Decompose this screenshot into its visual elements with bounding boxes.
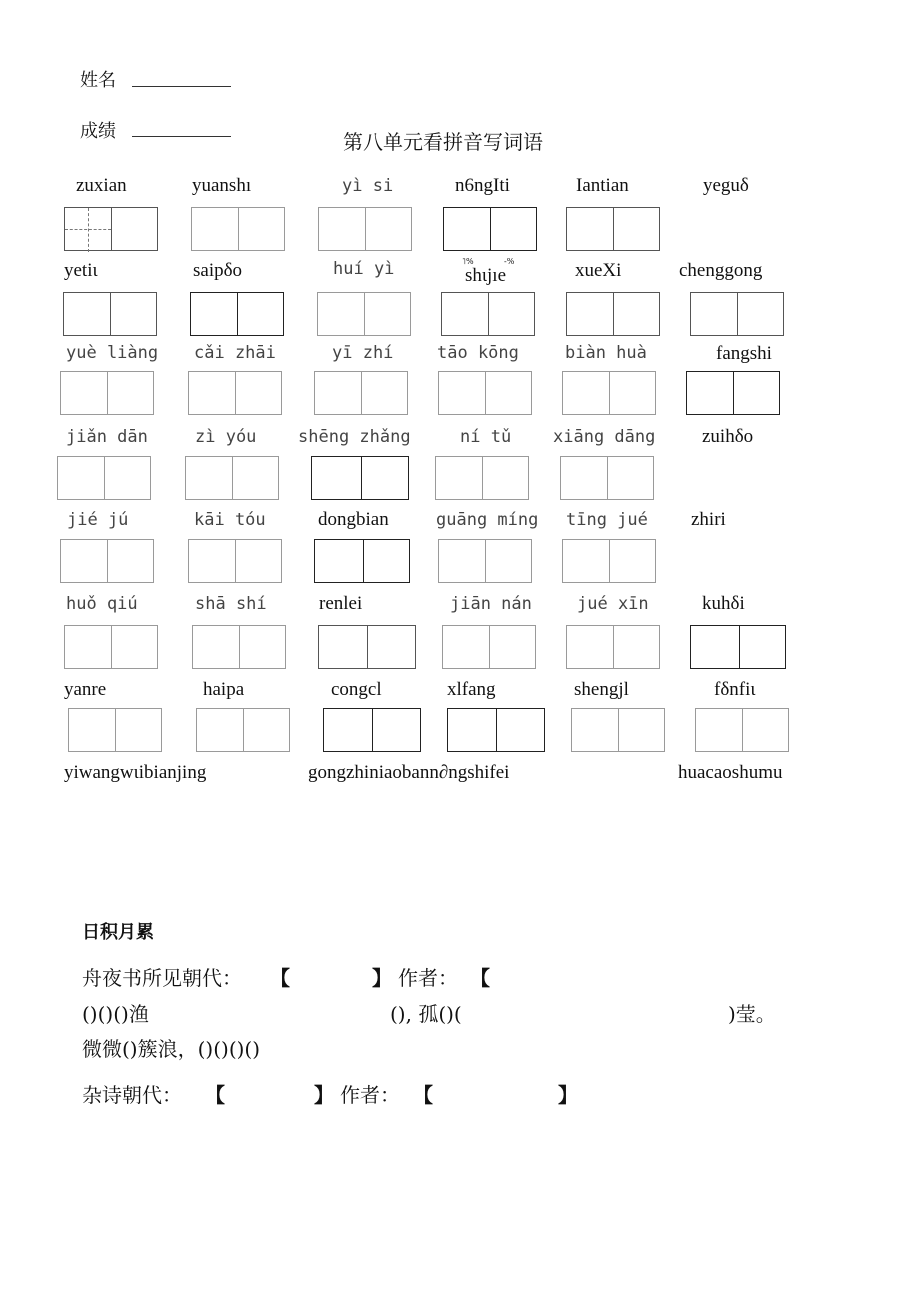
writing-box[interactable] xyxy=(314,539,410,583)
name-blank[interactable] xyxy=(132,86,231,87)
writing-box[interactable] xyxy=(447,708,545,752)
box-divider xyxy=(618,709,619,751)
pinyin-label: n6ngIti xyxy=(455,175,510,196)
pinyin-label: yiwangwιibianjing xyxy=(64,762,207,783)
tone-mark: -% xyxy=(504,257,515,266)
bracket-close: 】 xyxy=(558,1083,578,1107)
writing-box[interactable] xyxy=(435,456,529,500)
writing-box[interactable] xyxy=(690,625,786,669)
pinyin-label: huacaoshumu xyxy=(678,762,783,783)
page-title: 第八单元看拼音写词语 xyxy=(343,130,543,154)
box-divider xyxy=(235,540,236,582)
box-divider xyxy=(613,626,614,668)
pinyin-label: yuè liàng xyxy=(66,343,159,363)
pinyin-label: saipδo xyxy=(193,260,243,281)
pinyin-label: biàn huà xyxy=(565,343,647,363)
pinyin-label: yeguδ xyxy=(703,175,749,196)
box-divider xyxy=(361,457,362,499)
box-divider xyxy=(110,293,111,335)
box-divider xyxy=(613,208,614,250)
pinyin-label: congcl xyxy=(331,679,382,700)
box-divider xyxy=(107,540,108,582)
pinyin-label: huí yì xyxy=(333,259,395,279)
writing-box[interactable] xyxy=(318,625,416,669)
box-divider xyxy=(372,709,373,751)
pinyin-label: xiāng dāng xyxy=(553,427,656,447)
writing-box[interactable] xyxy=(185,456,279,500)
pinyin-label: yì si xyxy=(342,176,394,196)
writing-box[interactable] xyxy=(562,371,656,415)
writing-box[interactable] xyxy=(196,708,290,752)
pinyin-label: dongbian xyxy=(318,509,389,530)
pinyin-label: haipa xyxy=(203,679,245,700)
box-divider xyxy=(609,372,610,414)
pinyin-label: yī zhí xyxy=(332,343,394,363)
writing-box[interactable] xyxy=(60,539,154,583)
box-divider xyxy=(104,457,105,499)
writing-box[interactable] xyxy=(63,292,157,336)
section-heading: 日积月累 xyxy=(82,922,154,943)
box-divider xyxy=(364,293,365,335)
writing-box[interactable] xyxy=(188,539,282,583)
pinyin-label: chenggong xyxy=(679,260,763,281)
pinyin-label: shēng zhǎng xyxy=(298,427,411,447)
score-label: 成绩 xyxy=(80,121,116,142)
pinyin-label: jiān nán xyxy=(450,594,532,614)
writing-box[interactable] xyxy=(566,207,660,251)
poem1-line2-c: )莹。 xyxy=(728,1002,776,1026)
pinyin-label: ní tǔ xyxy=(460,427,512,447)
pinyin-label: zì yóu xyxy=(195,427,257,447)
writing-box[interactable] xyxy=(192,625,286,669)
score-blank[interactable] xyxy=(132,136,231,137)
bracket-open: 【 xyxy=(413,1083,433,1107)
pinyin-label: kuhδi xyxy=(702,593,745,614)
box-divider xyxy=(609,540,610,582)
box-divider xyxy=(739,626,740,668)
writing-box[interactable] xyxy=(443,207,537,251)
pinyin-label: tāo kōng xyxy=(437,343,519,363)
box-divider xyxy=(490,208,491,250)
pinyin-label: shιjıe xyxy=(465,265,506,286)
pinyin-label: gongzhiniaobann∂ngshifei xyxy=(308,762,510,783)
box-divider xyxy=(496,709,497,751)
box-divider xyxy=(115,709,116,751)
writing-box[interactable] xyxy=(571,708,665,752)
pinyin-label: zuxian xyxy=(76,175,127,196)
box-divider xyxy=(737,293,738,335)
pinyin-label: xueXi xyxy=(575,260,622,281)
pinyin-label: guāng míng xyxy=(436,510,539,530)
poem1-author-label: 作者： xyxy=(398,966,458,990)
writing-box[interactable] xyxy=(190,292,284,336)
writing-box[interactable] xyxy=(317,292,411,336)
bracket-open: 【 xyxy=(270,966,290,990)
box-divider xyxy=(235,372,236,414)
pinyin-label: yanre xyxy=(64,679,107,700)
pinyin-label: fδnfiι xyxy=(714,679,756,700)
box-divider xyxy=(238,208,239,250)
box-divider xyxy=(485,540,486,582)
bracket-close: 】 xyxy=(372,966,392,990)
box-divider xyxy=(111,208,112,250)
writing-box[interactable] xyxy=(68,708,162,752)
writing-box[interactable] xyxy=(438,371,532,415)
writing-box[interactable] xyxy=(686,371,780,415)
pinyin-label: fangshi xyxy=(716,343,772,364)
box-divider xyxy=(742,709,743,751)
poem1-line3: 微微()簇浪，()()()() xyxy=(82,1037,261,1061)
pinyin-label: yuanshı xyxy=(192,175,252,196)
box-divider xyxy=(237,293,238,335)
poem1-line2-a: ()()()渔 xyxy=(82,1002,149,1026)
pinyin-label: zhiri xyxy=(691,509,726,530)
guide-line xyxy=(88,208,89,252)
box-divider xyxy=(482,457,483,499)
pinyin-label: yetiι xyxy=(64,260,98,281)
pinyin-label: shā shí xyxy=(195,594,267,614)
writing-box[interactable] xyxy=(441,292,535,336)
writing-box[interactable] xyxy=(566,292,660,336)
pinyin-label: zuihδo xyxy=(702,426,754,447)
writing-box[interactable] xyxy=(64,207,158,251)
writing-box[interactable] xyxy=(560,456,654,500)
writing-box[interactable] xyxy=(60,371,154,415)
box-divider xyxy=(367,626,368,668)
writing-box[interactable] xyxy=(64,625,158,669)
writing-box[interactable] xyxy=(188,371,282,415)
pinyin-label: cǎi zhāi xyxy=(194,343,276,363)
writing-box[interactable] xyxy=(566,625,660,669)
box-divider xyxy=(111,626,112,668)
poem1-dynasty-label: 舟夜书所见朝代： xyxy=(82,966,242,990)
pinyin-label: xlfang xyxy=(447,679,496,700)
box-divider xyxy=(485,372,486,414)
writing-box[interactable] xyxy=(318,207,412,251)
pinyin-label: shengjl xyxy=(574,679,629,700)
pinyin-label: kāi tóu xyxy=(194,510,266,530)
poem2-author-label: 作者： xyxy=(340,1083,400,1107)
pinyin-label: jiǎn dān xyxy=(66,427,148,447)
writing-box[interactable] xyxy=(314,371,408,415)
poem1-line2-b: (), 孤()( xyxy=(390,1002,462,1026)
box-divider xyxy=(239,626,240,668)
pinyin-label: renlei xyxy=(319,593,363,614)
writing-box[interactable] xyxy=(323,708,421,752)
pinyin-label: jié jú xyxy=(67,510,129,530)
box-divider xyxy=(361,372,362,414)
writing-box[interactable] xyxy=(690,292,784,336)
writing-box[interactable] xyxy=(695,708,789,752)
box-divider xyxy=(107,372,108,414)
writing-box[interactable] xyxy=(191,207,285,251)
box-divider xyxy=(489,626,490,668)
box-divider xyxy=(232,457,233,499)
pinyin-label: Iantian xyxy=(576,175,629,196)
bracket-close: 】 xyxy=(314,1083,334,1107)
box-divider xyxy=(363,540,364,582)
writing-box[interactable] xyxy=(442,625,536,669)
writing-box[interactable] xyxy=(438,539,532,583)
pinyin-label: tīng jué xyxy=(566,510,648,530)
bracket-open: 【 xyxy=(470,966,490,990)
tone-mark: ˥% xyxy=(462,257,474,266)
writing-box[interactable] xyxy=(57,456,151,500)
poem2-dynasty-label: 杂诗朝代： xyxy=(82,1083,182,1107)
writing-box[interactable] xyxy=(562,539,656,583)
pinyin-label: jué xīn xyxy=(577,594,649,614)
pinyin-label: huǒ qiú xyxy=(66,594,138,614)
bracket-open: 【 xyxy=(205,1083,225,1107)
name-label: 姓名 xyxy=(80,70,116,91)
box-divider xyxy=(613,293,614,335)
box-divider xyxy=(365,208,366,250)
box-divider xyxy=(607,457,608,499)
box-divider xyxy=(243,709,244,751)
box-divider xyxy=(488,293,489,335)
writing-box[interactable] xyxy=(311,456,409,500)
box-divider xyxy=(733,372,734,414)
